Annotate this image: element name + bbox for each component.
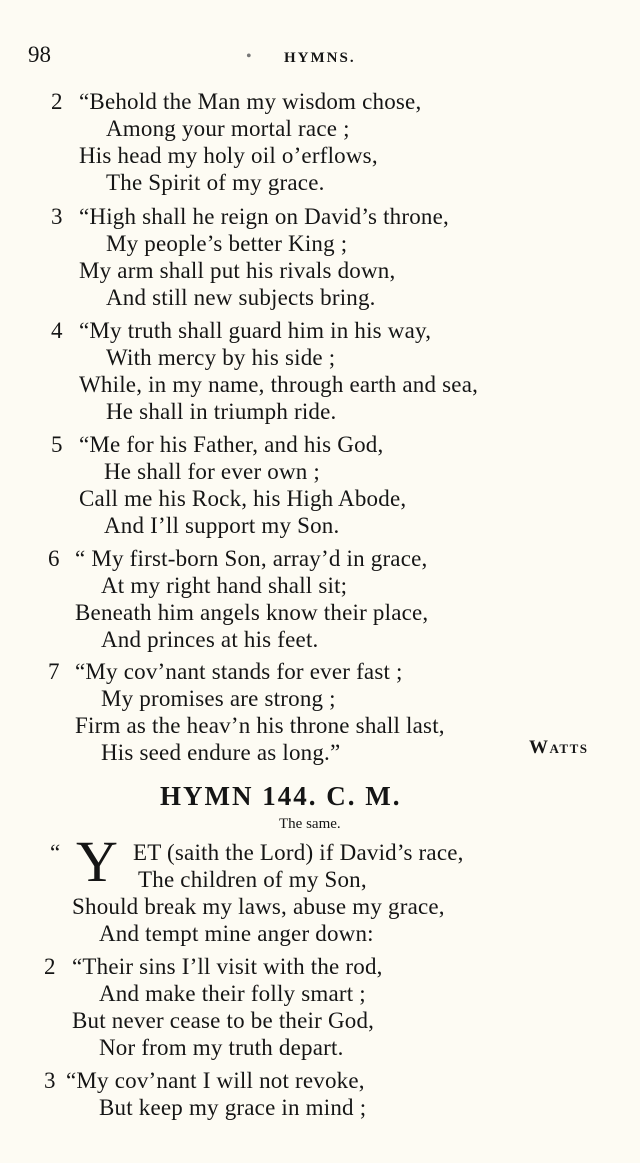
verse-line: And make their folly smart ;: [99, 981, 366, 1006]
verse-line: “My cov’nant stands for ever fast ;: [75, 659, 403, 684]
header-mark: •: [246, 48, 252, 65]
drop-cap: Y: [76, 829, 118, 894]
verse-line: “Behold the Man my wisdom chose,: [79, 89, 422, 114]
verse-line: With mercy by his side ;: [106, 345, 336, 370]
hymn-title: HYMN 144. C. M.: [160, 781, 402, 811]
running-header: HYMNS.: [284, 50, 356, 66]
verse-line: “My truth shall guard him in his way,: [79, 318, 432, 343]
opening-quote: “: [50, 840, 61, 865]
verse-line: Call me his Rock, his High Abode,: [79, 486, 407, 511]
verse-line: Beneath him angels know their place,: [75, 600, 429, 625]
verse-line: He shall in triumph ride.: [106, 399, 337, 424]
verse-line: My arm shall put his rivals down,: [79, 258, 396, 283]
verse-line: But never cease to be their God,: [72, 1008, 375, 1033]
verse-line: “Their sins I’ll visit with the rod,: [72, 954, 383, 979]
verse-line: The Spirit of my grace.: [106, 170, 325, 195]
verse-line: And I’ll support my Son.: [104, 513, 340, 538]
verse-line: Firm as the heav’n his throne shall last,: [75, 713, 445, 738]
stanza-number: 6: [48, 546, 60, 571]
verse-line: And tempt mine anger down:: [99, 921, 374, 946]
stanza-number: 3: [51, 204, 63, 229]
stanza-number: 3: [44, 1068, 56, 1093]
verse-line: ET (saith the Lord) if David’s race,: [133, 840, 464, 865]
stanza-number: 2: [51, 89, 63, 114]
verse-line: His head my holy oil o’erflows,: [79, 143, 378, 168]
verse-line: The children of my Son,: [138, 867, 367, 892]
verse-line: My people’s better King ;: [106, 231, 348, 256]
author-attribution: Watts: [529, 737, 589, 758]
verse-line: He shall for ever own ;: [104, 459, 321, 484]
stanza-number: 7: [48, 659, 60, 684]
hymn-subtitle: The same.: [279, 816, 341, 832]
verse-line: And still new subjects bring.: [106, 285, 376, 310]
verse-line: “My cov’nant I will not revoke,: [66, 1068, 365, 1093]
verse-line: Nor from my truth depart.: [99, 1035, 344, 1060]
verse-line: And princes at his feet.: [101, 627, 319, 652]
page-number: 98: [28, 42, 51, 67]
verse-line: His seed endure as long.”: [101, 740, 341, 765]
verse-line: My promises are strong ;: [101, 686, 336, 711]
verse-line: “High shall he reign on David’s throne,: [79, 204, 449, 229]
verse-line: “Me for his Father, and his God,: [79, 432, 384, 457]
verse-line: Should break my laws, abuse my grace,: [72, 894, 445, 919]
verse-line: “ My first-born Son, array’d in grace,: [75, 546, 428, 571]
stanza-number: 5: [51, 432, 63, 457]
verse-line: Among your mortal race ;: [106, 116, 350, 141]
verse-line: At my right hand shall sit;: [101, 573, 348, 598]
verse-line: While, in my name, through earth and sea,: [79, 372, 479, 397]
stanza-number: 4: [51, 318, 63, 343]
verse-line: But keep my grace in mind ;: [99, 1095, 367, 1120]
stanza-number: 2: [44, 954, 56, 979]
